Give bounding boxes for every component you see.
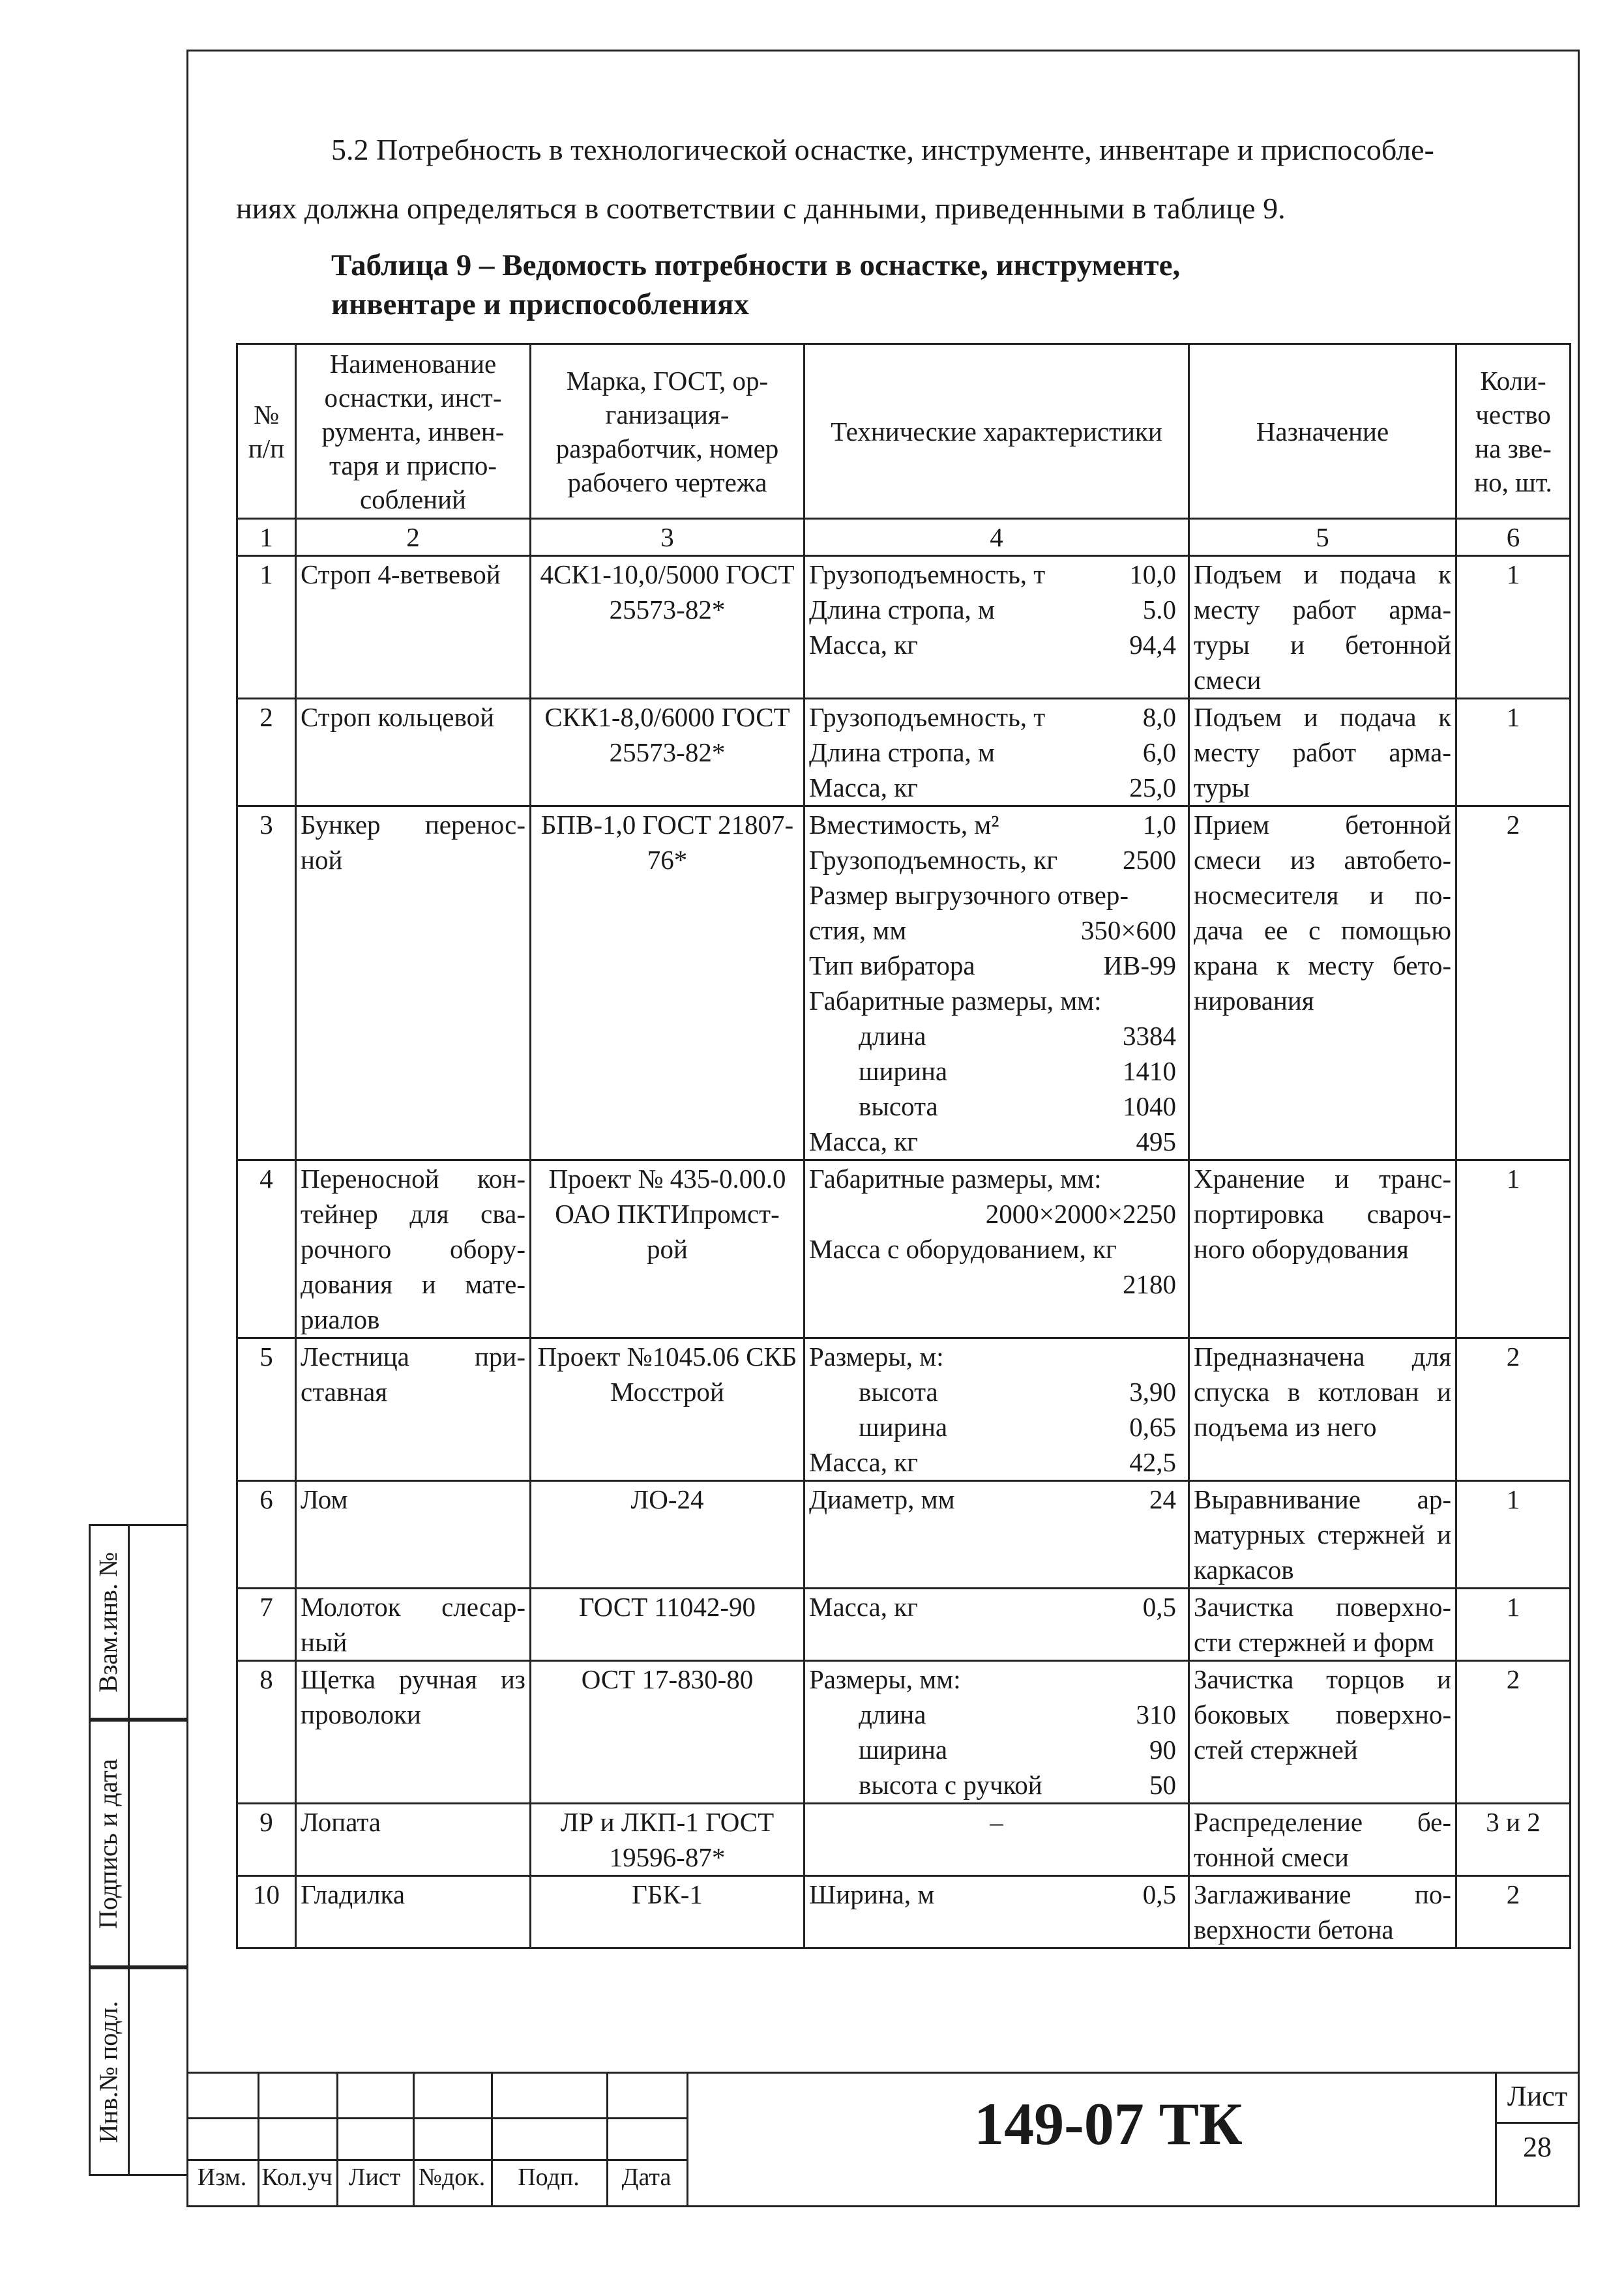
spec-value: 2500	[1123, 845, 1176, 875]
item-purpose: Предназначена для спуска в котлован и подъема из него	[1189, 1338, 1456, 1481]
item-name: Бункер перенос-ной	[296, 806, 531, 1160]
item-purpose: Зачистка поверхно-сти стержней и форм	[1189, 1589, 1456, 1661]
spec-key: Тип вибратора	[809, 950, 975, 980]
table-row	[237, 1589, 1571, 1661]
spec-line	[809, 1804, 1184, 1840]
equipment-table	[236, 343, 1571, 1949]
spec-key: Масса с оборудованием, кг	[809, 1234, 1117, 1264]
header-no: № п/п	[237, 344, 296, 519]
sheet-label: Лист	[1507, 2080, 1568, 2112]
spec-key: длина	[859, 1699, 926, 1729]
row-number: 4	[237, 1160, 296, 1338]
spec-value: 5.0	[1142, 595, 1176, 624]
spec-key: ширина	[859, 1412, 948, 1442]
spec-key: Масса, кг	[809, 1447, 918, 1477]
paragraph-line-2: ниях должна определяться в соответствии с данными, приведенными в таблице 9.	[236, 192, 1286, 225]
spec-value	[1176, 983, 1184, 1018]
sheet-number: 28	[1523, 2131, 1552, 2163]
item-mark: ЛР и ЛКП-1 ГОСТ 19596-87*	[531, 1804, 805, 1876]
spec-line	[809, 1018, 1184, 1053]
strip-divider	[128, 1524, 130, 2176]
title-block-data: Дата	[621, 2164, 672, 2191]
spec-key: Габаритные размеры, мм:	[809, 986, 1102, 1016]
table-row	[237, 1160, 1571, 1338]
table-body	[237, 556, 1571, 1948]
row-number: 8	[237, 1661, 296, 1804]
spec-value: 1040	[1123, 1091, 1176, 1121]
spec-line	[809, 1877, 1184, 1912]
spec-line	[809, 1267, 1184, 1302]
spec-value: 310	[1136, 1699, 1176, 1729]
spec-key: Масса, кг	[809, 1592, 918, 1622]
title-block-top-border	[186, 2072, 1580, 2074]
spec-line	[809, 1231, 1184, 1267]
item-quantity: 3 и 2	[1456, 1804, 1571, 1876]
spec-value: 42,5	[1129, 1447, 1176, 1477]
item-specs	[805, 1661, 1189, 1804]
table-caption-line-2: инвентаре и приспособлениях	[331, 287, 749, 321]
title-block-izm: Изм.	[197, 2164, 247, 2191]
spec-value	[1176, 1161, 1184, 1196]
spec-key: Масса, кг	[809, 1126, 918, 1156]
spec-line	[809, 1339, 1184, 1374]
spec-value: 50	[1149, 1770, 1176, 1800]
header-specs: Технические характеристики	[805, 344, 1189, 519]
item-quantity: 1	[1456, 699, 1571, 806]
item-quantity: 2	[1456, 806, 1571, 1160]
spec-line	[809, 913, 1184, 948]
item-quantity: 2	[1456, 1338, 1571, 1481]
spec-line	[809, 592, 1184, 627]
spec-key: стия, мм	[809, 915, 907, 945]
table-row	[237, 556, 1571, 699]
row-number: 7	[237, 1589, 296, 1661]
spec-key: Ширина, м	[809, 1879, 935, 1909]
spec-value	[1176, 877, 1184, 913]
spec-key: Длина стропа, м	[809, 595, 995, 624]
spec-value: 94,4	[1129, 630, 1176, 660]
item-specs	[805, 1160, 1189, 1338]
row-number: 2	[237, 699, 296, 806]
spec-line	[809, 1409, 1184, 1445]
item-name: Гладилка	[296, 1876, 531, 1948]
spec-line	[809, 1089, 1184, 1124]
title-block-podp: Подп.	[518, 2164, 580, 2191]
item-quantity: 1	[1456, 1589, 1571, 1661]
title-block-list: Лист	[348, 2164, 401, 2191]
header-mark: Марка, ГОСТ, ор-ганизация-разработчик, номер рабочего чертежа	[531, 344, 805, 519]
header-purpose: Назначение	[1189, 344, 1456, 519]
spec-key: высота с ручкой	[859, 1770, 1042, 1800]
strip-label-inventory: Инв.№ подл.	[93, 2001, 123, 2143]
spec-value: 2180	[1123, 1269, 1176, 1299]
spec-line	[809, 1053, 1184, 1089]
spec-key: Грузоподъемность, кг	[809, 845, 1058, 875]
spec-value: 495	[1136, 1126, 1176, 1156]
row-number: 5	[237, 1338, 296, 1481]
row-number: 1	[237, 556, 296, 699]
item-purpose: Распределение бе-тонной смеси	[1189, 1804, 1456, 1876]
spec-value: 0,5	[1142, 1592, 1176, 1622]
item-mark: ГОСТ 11042-90	[531, 1589, 805, 1661]
spec-value: 8,0	[1142, 702, 1176, 732]
title-block-ndok: №док.	[418, 2164, 486, 2191]
spec-line	[809, 1124, 1184, 1159]
spec-value: 10,0	[1129, 559, 1176, 589]
spec-line	[809, 842, 1184, 877]
spec-value: 3,90	[1129, 1377, 1176, 1407]
spec-line	[809, 735, 1184, 770]
spec-key: Размер выгрузочного отвер-	[809, 880, 1129, 910]
item-name: Строп кольцевой	[296, 699, 531, 806]
item-purpose: Хранение и транс-портировка свароч-ного оборудования	[1189, 1160, 1456, 1338]
item-purpose: Прием бетонной смеси из автобето-носмесителя и по-дача ее с помощью крана к месту бето-нирования	[1189, 806, 1456, 1160]
item-specs	[805, 699, 1189, 806]
item-name: Лопата	[296, 1804, 531, 1876]
column-number: 5	[1189, 519, 1456, 556]
spec-line	[809, 948, 1184, 983]
spec-value	[1176, 1662, 1184, 1697]
spec-key: –	[990, 1807, 1003, 1837]
spec-line	[809, 1732, 1184, 1767]
item-purpose: Подъем и подача к месту работ арма-туры	[1189, 699, 1456, 806]
spec-line	[809, 770, 1184, 805]
item-quantity: 1	[1456, 1481, 1571, 1589]
item-purpose: Подъем и подача к месту работ арма-туры и бетонной смеси	[1189, 556, 1456, 699]
row-number: 3	[237, 806, 296, 1160]
column-number: 2	[296, 519, 531, 556]
spec-line	[809, 807, 1184, 842]
spec-key: Размеры, мм:	[809, 1664, 961, 1694]
spec-key: Грузоподъемность, т	[809, 559, 1046, 589]
item-mark: Проект № 435-0.00.0 ОАО ПКТИпромст-рой	[531, 1160, 805, 1338]
table-row	[237, 806, 1571, 1160]
spec-value: 3384	[1123, 1021, 1176, 1051]
spec-value: ИВ-99	[1103, 950, 1176, 980]
item-mark: 4СК1-10,0/5000 ГОСТ 25573-82*	[531, 556, 805, 699]
spec-value: 350×600	[1080, 915, 1176, 945]
item-quantity: 1	[1456, 556, 1571, 699]
spec-key: ширина	[859, 1735, 948, 1765]
spec-line	[809, 983, 1184, 1018]
spec-value: 6,0	[1142, 737, 1176, 767]
column-number: 1	[237, 519, 296, 556]
document-code: 149-07 ТК	[974, 2091, 1243, 2157]
spec-key: длина	[859, 1021, 926, 1051]
spec-key: Вместимость, м²	[809, 810, 999, 840]
table-row	[237, 1338, 1571, 1481]
item-name: Молоток слесар-ный	[296, 1589, 531, 1661]
spec-value	[1176, 1339, 1184, 1374]
item-quantity: 2	[1456, 1876, 1571, 1948]
row-number: 10	[237, 1876, 296, 1948]
spec-line	[809, 1589, 1184, 1624]
title-block-kol: Кол.уч	[261, 2164, 332, 2191]
item-name: Щетка ручная из проволоки	[296, 1661, 531, 1804]
spec-key: Длина стропа, м	[809, 737, 995, 767]
spec-key: Масса, кг	[809, 630, 918, 660]
spec-value: 1,0	[1142, 810, 1176, 840]
spec-value: 24	[1149, 1484, 1176, 1514]
column-number: 3	[531, 519, 805, 556]
spec-line	[809, 699, 1184, 735]
row-number: 9	[237, 1804, 296, 1876]
item-mark: ОСТ 17-830-80	[531, 1661, 805, 1804]
spec-value: 1410	[1123, 1056, 1176, 1086]
item-mark: СКК1-8,0/6000 ГОСТ 25573-82*	[531, 699, 805, 806]
spec-value	[1176, 1231, 1184, 1267]
spec-line	[809, 1161, 1184, 1196]
spec-value: 0,5	[1142, 1879, 1176, 1909]
spec-key: высота	[859, 1091, 938, 1121]
item-specs	[805, 1589, 1189, 1661]
item-specs	[805, 556, 1189, 699]
spec-line	[809, 1697, 1184, 1732]
spec-key: Размеры, м:	[809, 1342, 944, 1372]
spec-key: Габаритные размеры, мм:	[809, 1164, 1102, 1194]
item-name: Лестница при-ставная	[296, 1338, 531, 1481]
spec-value: 90	[1149, 1735, 1176, 1765]
spec-line	[809, 1445, 1184, 1480]
item-purpose: Зачистка торцов и боковых поверхно-стей стержней	[1189, 1661, 1456, 1804]
item-purpose: Заглаживание по-верхности бетона	[1189, 1876, 1456, 1948]
item-specs	[805, 1804, 1189, 1876]
spec-line	[809, 1196, 1184, 1231]
spec-line	[809, 1482, 1184, 1517]
item-specs	[805, 806, 1189, 1160]
spec-key: Грузоподъемность, т	[809, 702, 1046, 732]
table-row	[237, 1481, 1571, 1589]
spec-key: Диаметр, мм	[809, 1484, 955, 1514]
item-specs	[805, 1338, 1189, 1481]
spec-value: 0,65	[1129, 1412, 1176, 1442]
table-row	[237, 1876, 1571, 1948]
spec-line	[809, 1662, 1184, 1697]
item-specs	[805, 1876, 1189, 1948]
spec-key: Масса, кг	[809, 772, 918, 802]
spec-key: ширина	[859, 1056, 948, 1086]
table-row	[237, 1804, 1571, 1876]
spec-line	[809, 1374, 1184, 1409]
table-caption-line-1: Таблица 9 – Ведомость потребности в оснастке, инструменте,	[331, 248, 1181, 282]
item-quantity: 1	[1456, 1160, 1571, 1338]
column-number: 6	[1456, 519, 1571, 556]
row-number: 6	[237, 1481, 296, 1589]
spec-value: 2000×2000×2250	[985, 1199, 1176, 1229]
spec-line	[809, 877, 1184, 913]
item-name: Переносной кон-тейнер для сва-рочного обору-дования и мате-риалов	[296, 1160, 531, 1338]
spec-key: высота	[859, 1377, 938, 1407]
column-number: 4	[805, 519, 1189, 556]
item-purpose: Выравнивание ар-матурных стержней и каркасов	[1189, 1481, 1456, 1589]
item-name: Лом	[296, 1481, 531, 1589]
spec-line	[809, 627, 1184, 662]
spec-line	[809, 557, 1184, 592]
item-quantity: 2	[1456, 1661, 1571, 1804]
item-mark: Проект №1045.06 СКБ Мосстрой	[531, 1338, 805, 1481]
table-row	[237, 699, 1571, 806]
item-name: Строп 4-ветвевой	[296, 556, 531, 699]
table-row	[237, 1661, 1571, 1804]
item-mark: ГБК-1	[531, 1876, 805, 1948]
header-qty: Коли-чество на зве-но, шт.	[1456, 344, 1571, 519]
spec-value: 25,0	[1129, 772, 1176, 802]
item-mark: БПВ-1,0 ГОСТ 21807-76*	[531, 806, 805, 1160]
spec-line	[809, 1767, 1184, 1802]
header-name: Наименование оснастки, инст-румента, инвен-таря и приспо-соблений	[296, 344, 531, 519]
item-specs	[805, 1481, 1189, 1589]
paragraph-line-1: 5.2 Потребность в технологической оснастке, инструменте, инвентаре и приспособле-	[331, 133, 1434, 166]
strip-label-replaced: Взам.инв. №	[93, 1551, 123, 1692]
item-mark: ЛО-24	[531, 1481, 805, 1589]
strip-label-signature: Подпись и дата	[93, 1758, 123, 1929]
